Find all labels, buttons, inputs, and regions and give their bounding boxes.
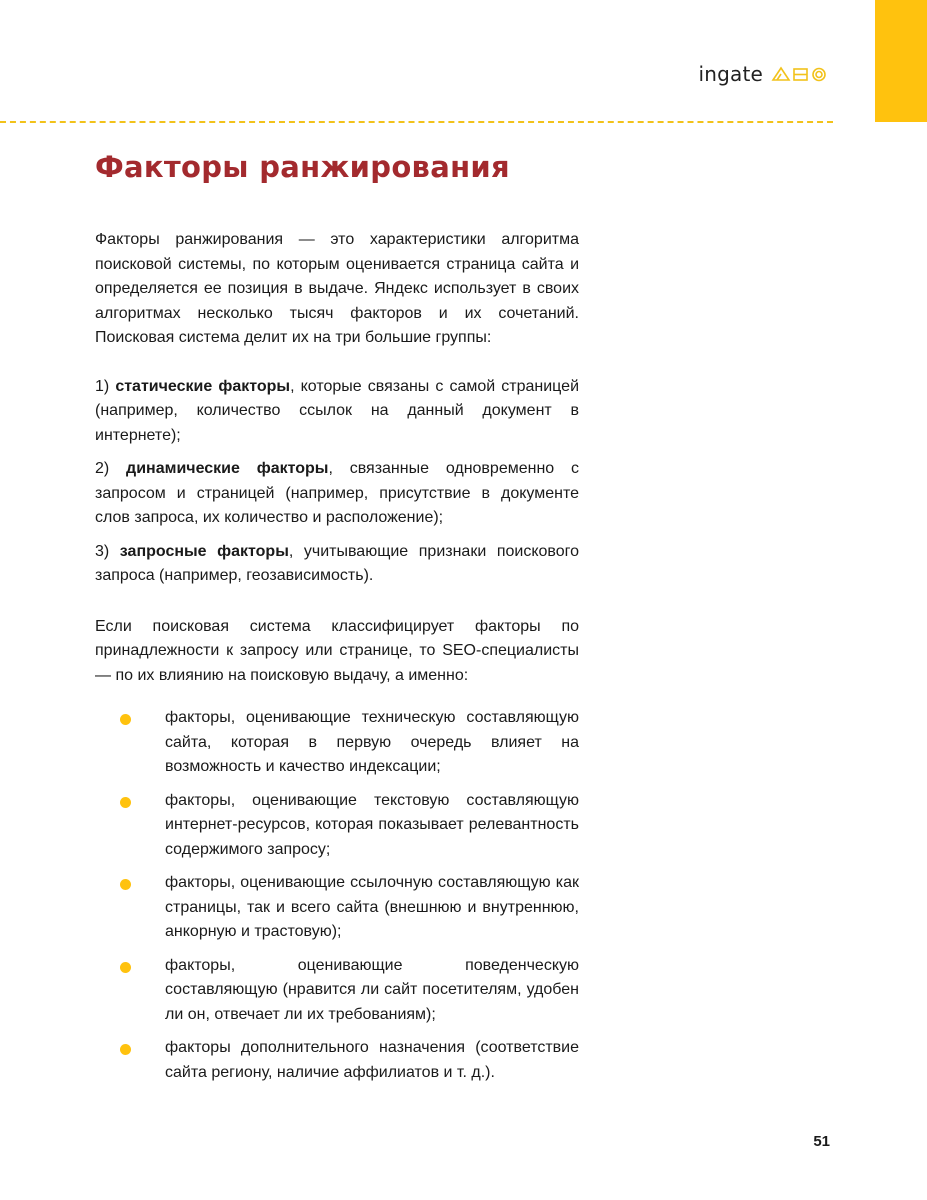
- list-item-text: факторы, оценивающие техническую составляющую сайта, которая в первую очередь влияет на возможность и качество индексации;: [165, 709, 579, 775]
- header-dashed-divider: [0, 121, 833, 123]
- intro-paragraph: Факторы ранжирования — это характеристики алгоритма поисковой системы, по которым оценивается страница сайта и определяется ее позиция в выдаче. Яндекс использует в своих алгоритмах несколько тысяч факторов и их сочетаний. Поисковая система делит их на три большие группы:: [95, 231, 579, 346]
- list-item-text: факторы, оценивающие ссылочную составляющую как страницы, так и всего сайта (внешнюю и внутреннюю, анкорную и трастовую);: [165, 874, 579, 940]
- list-item: [95, 789, 579, 863]
- group-prefix: 2): [95, 460, 127, 477]
- seo-lead-paragraph: Если поисковая система классифицирует факторы по принадлежности к запросу или странице, то SEO-специалисты — по их влиянию на поисковую выдачу, а именно:: [95, 617, 579, 684]
- bullet-dot-icon: [120, 962, 131, 973]
- brand-name: ingate: [698, 62, 763, 86]
- list-item-text: факторы, оценивающие поведенческую составляющую (нравится ли сайт посетителям, удобен ли он, отвечает ли их требованиям);: [165, 956, 579, 1023]
- group-description: , которые связаны с самой страницей (например, количество ссылок на данный документ в интернете);: [95, 377, 580, 444]
- group-description: , связанные одновременно с запросом и страницей (например, присутствие в документе слов запроса, их количество и расположение);: [95, 460, 580, 526]
- group-term: статические факторы: [115, 377, 291, 395]
- list-item-text: факторы, оценивающие текстовую составляющую интернет-ресурсов, которая показывает релевантность содержимого запросу;: [165, 791, 579, 858]
- group-prefix: 1): [95, 377, 116, 395]
- group-item-query: [95, 540, 579, 589]
- group-term: запросные факторы: [119, 542, 289, 560]
- bullet-dot-icon: [120, 879, 131, 890]
- triangle-square-circle-logo-icon: [771, 66, 831, 82]
- list-item: [95, 871, 579, 945]
- list-item: [95, 1036, 579, 1085]
- list-item: [95, 954, 579, 1028]
- group-term: динамические факторы: [126, 460, 329, 477]
- list-item: [95, 706, 579, 780]
- group-description: , учитывающие признаки поискового запроса (например, геозависимость).: [95, 542, 580, 584]
- group-prefix: 3): [95, 542, 120, 560]
- main-content: [95, 228, 579, 1094]
- corner-accent-tab: [875, 0, 927, 122]
- page-number: 51: [813, 1133, 830, 1150]
- group-item-static: [95, 375, 579, 449]
- factor-bullet-list: [95, 706, 579, 1085]
- list-item-text: факторы дополнительного назначения (соответствие сайта региону, наличие аффилиатов и т. д.).: [165, 1039, 579, 1081]
- page-title: Факторы ранжирования: [95, 150, 510, 184]
- brand-header: [698, 62, 831, 86]
- bullet-dot-icon: [120, 797, 131, 808]
- bullet-dot-icon: [120, 1044, 131, 1055]
- bullet-dot-icon: [120, 714, 131, 725]
- group-item-dynamic: [95, 457, 579, 531]
